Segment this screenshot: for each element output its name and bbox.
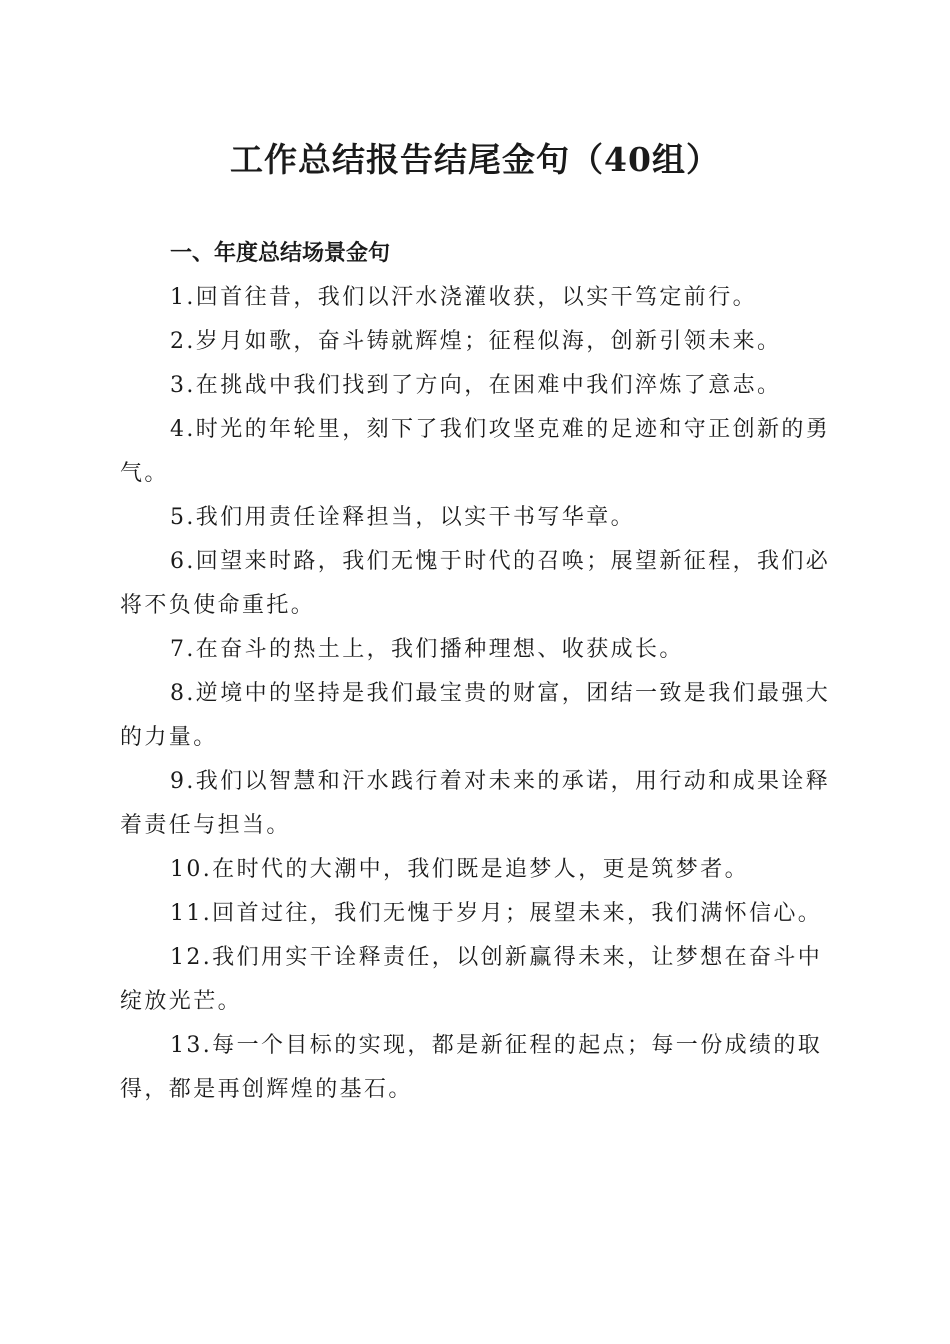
quote-item: 6.回望来时路，我们无愧于时代的召唤；展望新征程，我们必将不负使命重托。 [120, 549, 831, 618]
quote-list [120, 276, 840, 1112]
quote-item: 5.我们用责任诠释担当，以实干书写华章。 [170, 505, 635, 530]
document-title: 工作总结报告结尾金句（40组） [230, 140, 720, 179]
quote-item: 11.回首过往，我们无愧于岁月；展望未来，我们满怀信心。 [170, 901, 823, 926]
quote-item: 4.时光的年轮里，刻下了我们攻坚克难的足迹和守正创新的勇气。 [120, 417, 831, 486]
quote-item: 12.我们用实干诠释责任，以创新赢得未来，让梦想在奋斗中绽放光芒。 [120, 945, 823, 1014]
document-body [120, 232, 840, 1112]
quote-item: 8.逆境中的坚持是我们最宝贵的财富，团结一致是我们最强大的力量。 [120, 681, 831, 750]
quote-item: 3.在挑战中我们找到了方向，在困难中我们淬炼了意志。 [170, 373, 782, 398]
section-heading: 一、年度总结场景金句 [170, 241, 391, 266]
quote-item: 9.我们以智慧和汗水践行着对未来的承诺，用行动和成果诠释着责任与担当。 [120, 769, 831, 838]
quote-item: 7.在奋斗的热土上，我们播种理想、收获成长。 [170, 637, 684, 662]
quote-item: 10.在时代的大潮中，我们既是追梦人，更是筑梦者。 [170, 857, 749, 882]
quote-item: 2.岁月如歌，奋斗铸就辉煌；征程似海，创新引领未来。 [170, 329, 782, 354]
quote-item: 1.回首往昔，我们以汗水浇灌收获，以实干笃定前行。 [170, 285, 757, 310]
quote-item: 13.每一个目标的实现，都是新征程的起点；每一份成绩的取得，都是再创辉煌的基石。 [120, 1033, 823, 1102]
